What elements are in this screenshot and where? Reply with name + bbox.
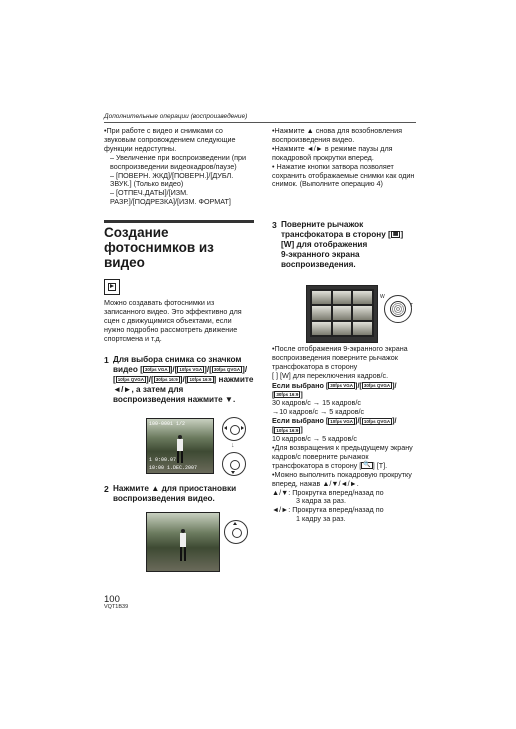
step-1-line4: ◄/►, а затем для xyxy=(113,385,184,394)
bullet-zoom: – Увеличение при воспроизведении (при воспроизведении видеокадров/паузе) xyxy=(110,152,247,171)
step-1-line1: Для выбора снимка со значком xyxy=(113,355,242,364)
magnify-icon: 🔍 xyxy=(363,462,371,469)
badge-hd10-r: 10fps 16:9 xyxy=(276,427,299,433)
page-number: 100 xyxy=(104,594,120,605)
screen-1-top: 100-0001 1/2 xyxy=(149,421,186,427)
running-header: Дополнительные операции (воспроизведение) xyxy=(104,113,248,120)
if1b-line: [ 30fps 16:9 ] xyxy=(272,389,303,399)
more-line-2: •Можно выполнить покадровую прокрутку вперед, нажав ▲/▼/◄/►. xyxy=(272,469,412,488)
bullet-resume: •Нажмите ▲ снова для возобновления воспроизведения видео. xyxy=(272,126,403,144)
header-rule xyxy=(104,122,416,123)
step-3-line1: Поверните рычажок xyxy=(281,220,364,229)
more-line-4: 3 кадра за раз. xyxy=(296,496,346,506)
golfer-figure xyxy=(175,435,185,465)
if2-line: Если выбрано [ 10fps VGA ]/[ 10fps QVGA ]/ xyxy=(272,416,397,426)
section-bar xyxy=(104,220,254,223)
section-title-line1: Создание xyxy=(104,225,169,240)
after-text xyxy=(272,345,420,524)
after-line1: •После отображения 9-экранного экрана воспроизведения поверните рычажок трансфокатора в сторону xyxy=(272,344,408,371)
screen-1-bottom: 10:00 1.DEC.2007 xyxy=(149,465,198,471)
right-bullets xyxy=(272,127,417,189)
cross-key-up-icon xyxy=(224,520,248,544)
badge-qvga10: 10fps QVGA xyxy=(117,377,144,383)
zoom-w-label: W xyxy=(380,294,385,300)
section-title xyxy=(104,225,214,270)
bullet-shutter-save: • Нажатие кнопки затвора позволяет сохранить отображаемые снимки как один снимок. (Выполните операцию 4) xyxy=(272,161,415,189)
step-2-number: 2 xyxy=(104,484,109,494)
step-2-line1: Нажмите ▲ для приостановки xyxy=(113,484,237,493)
multi-playback-icon: ▦ xyxy=(392,231,399,238)
step-2-line2: воспроизведения видео. xyxy=(113,494,215,503)
badge-hd10: 10fps 16:9 xyxy=(189,377,212,383)
bullet-print: – [ОТПЕЧ.ДАТЫ]/[ИЗМ. РАЗР.]/[ПОДРЕЗКА]/[ИЗМ. ФОРМАТ] xyxy=(110,188,231,207)
step-1-number: 1 xyxy=(104,355,109,365)
nine-frame-screen xyxy=(306,285,378,343)
rate-line-1b: →10 кадров/с → 5 кадров/с xyxy=(272,407,365,417)
cross-key-icon xyxy=(222,417,246,441)
golfer-figure-2 xyxy=(178,529,188,559)
badge-hd30: 30fps 16:9 xyxy=(155,377,178,383)
step-3-line3: [W] для отображения xyxy=(281,240,368,249)
bullet-unavailable: •При работе с видео и снимками со звуковым сопровождением следующие функции недоступны. xyxy=(104,126,236,153)
step-1-line5: воспроизведения нажмите ▼. xyxy=(113,395,236,404)
left-bullets xyxy=(104,127,254,207)
step-3 xyxy=(272,220,422,270)
camera-screen-2 xyxy=(146,512,220,572)
badge-qvga30-r: 30fps QVGA xyxy=(363,383,391,389)
step-2 xyxy=(104,484,259,504)
zoom-t-label: T xyxy=(410,303,414,309)
step-3-line2: трансфокатора в сторону [ ▦ ] xyxy=(281,230,404,239)
intro-text: Можно создавать фотоснимки из записанного видео. Это эффективно для сцен с движущимися объектами, если нужно подробно рассмотреть движение спортсмена и т.д. xyxy=(104,298,242,343)
rate-line-1a: 30 кадров/с → 15 кадров/с xyxy=(272,398,361,408)
more-line-6: 1 кадру за раз. xyxy=(296,514,346,524)
badge-hd30-r: 30fps 16:9 xyxy=(276,392,299,398)
badge-vga30: 30fps VGA xyxy=(144,367,168,373)
bullet-frame-advance: •Нажмите ◄/► в режиме паузы для покадровой прокрутки вперед. xyxy=(272,143,393,162)
step-1-line3: [ 10fps QVGA ]/[ 30fps 16:9 ]/[ 10fps 16:9 ] нажмите xyxy=(113,375,254,384)
arrow-down-icon: ↓ xyxy=(231,442,235,449)
badge-qvga10-r: 10fps QVGA xyxy=(363,418,391,424)
more-line-5: ◄/►: Прокрутка вперед/назад по xyxy=(272,505,384,515)
step-3-line5: воспроизведения. xyxy=(281,260,356,269)
cross-key-down-icon xyxy=(222,452,246,476)
after-line2: [ ] [W] для переключения кадров/с. xyxy=(272,370,389,380)
badge-vga10-r: 10fps VGA xyxy=(330,418,354,424)
step-3-line4: 9-экранного экрана xyxy=(281,250,360,259)
if2b-line: [ 10fps 16:9 ] xyxy=(272,425,303,435)
screen-1-time: 1 0:00.07 xyxy=(149,457,177,463)
zoom-lever-icon xyxy=(384,295,412,323)
badge-vga30-r: 30fps VGA xyxy=(330,383,354,389)
more-line-1: •Для возвращения к предыдущему экрану кадров/с поверните рычажок трансфокатора в сторону [ 🔍 ] [T]. xyxy=(272,442,413,470)
more-line-3: ▲/▼: Прокрутка вперед/назад по xyxy=(272,487,384,497)
bullet-rotate: – [ПОВЕРН. ЖКД]/[ПОВЕРН.]/[ДУБЛ. ЗВУК.] (Только видео) xyxy=(110,170,234,189)
badge-vga10: 10fps VGA xyxy=(179,367,203,373)
section-title-line2: фотоснимков из xyxy=(104,240,214,255)
badge-qvga30: 30fps QVGA xyxy=(213,367,241,373)
doc-code: VQT1B39 xyxy=(104,604,129,610)
step-3-number: 3 xyxy=(272,220,277,230)
playback-mode-icon xyxy=(104,279,120,295)
rate-line-2: 10 кадров/с → 5 кадров/с xyxy=(272,434,357,444)
camera-screen-1 xyxy=(146,418,214,474)
section-title-line3: видео xyxy=(104,255,145,270)
step-1 xyxy=(104,355,259,405)
step-1-line2: видео [ 30fps VGA ]/[ 10fps VGA ]/[ 30fps QVGA ]/ xyxy=(113,365,248,374)
if1-line: Если выбрано [ 30fps VGA ]/[ 30fps QVGA ]/ xyxy=(272,380,397,390)
